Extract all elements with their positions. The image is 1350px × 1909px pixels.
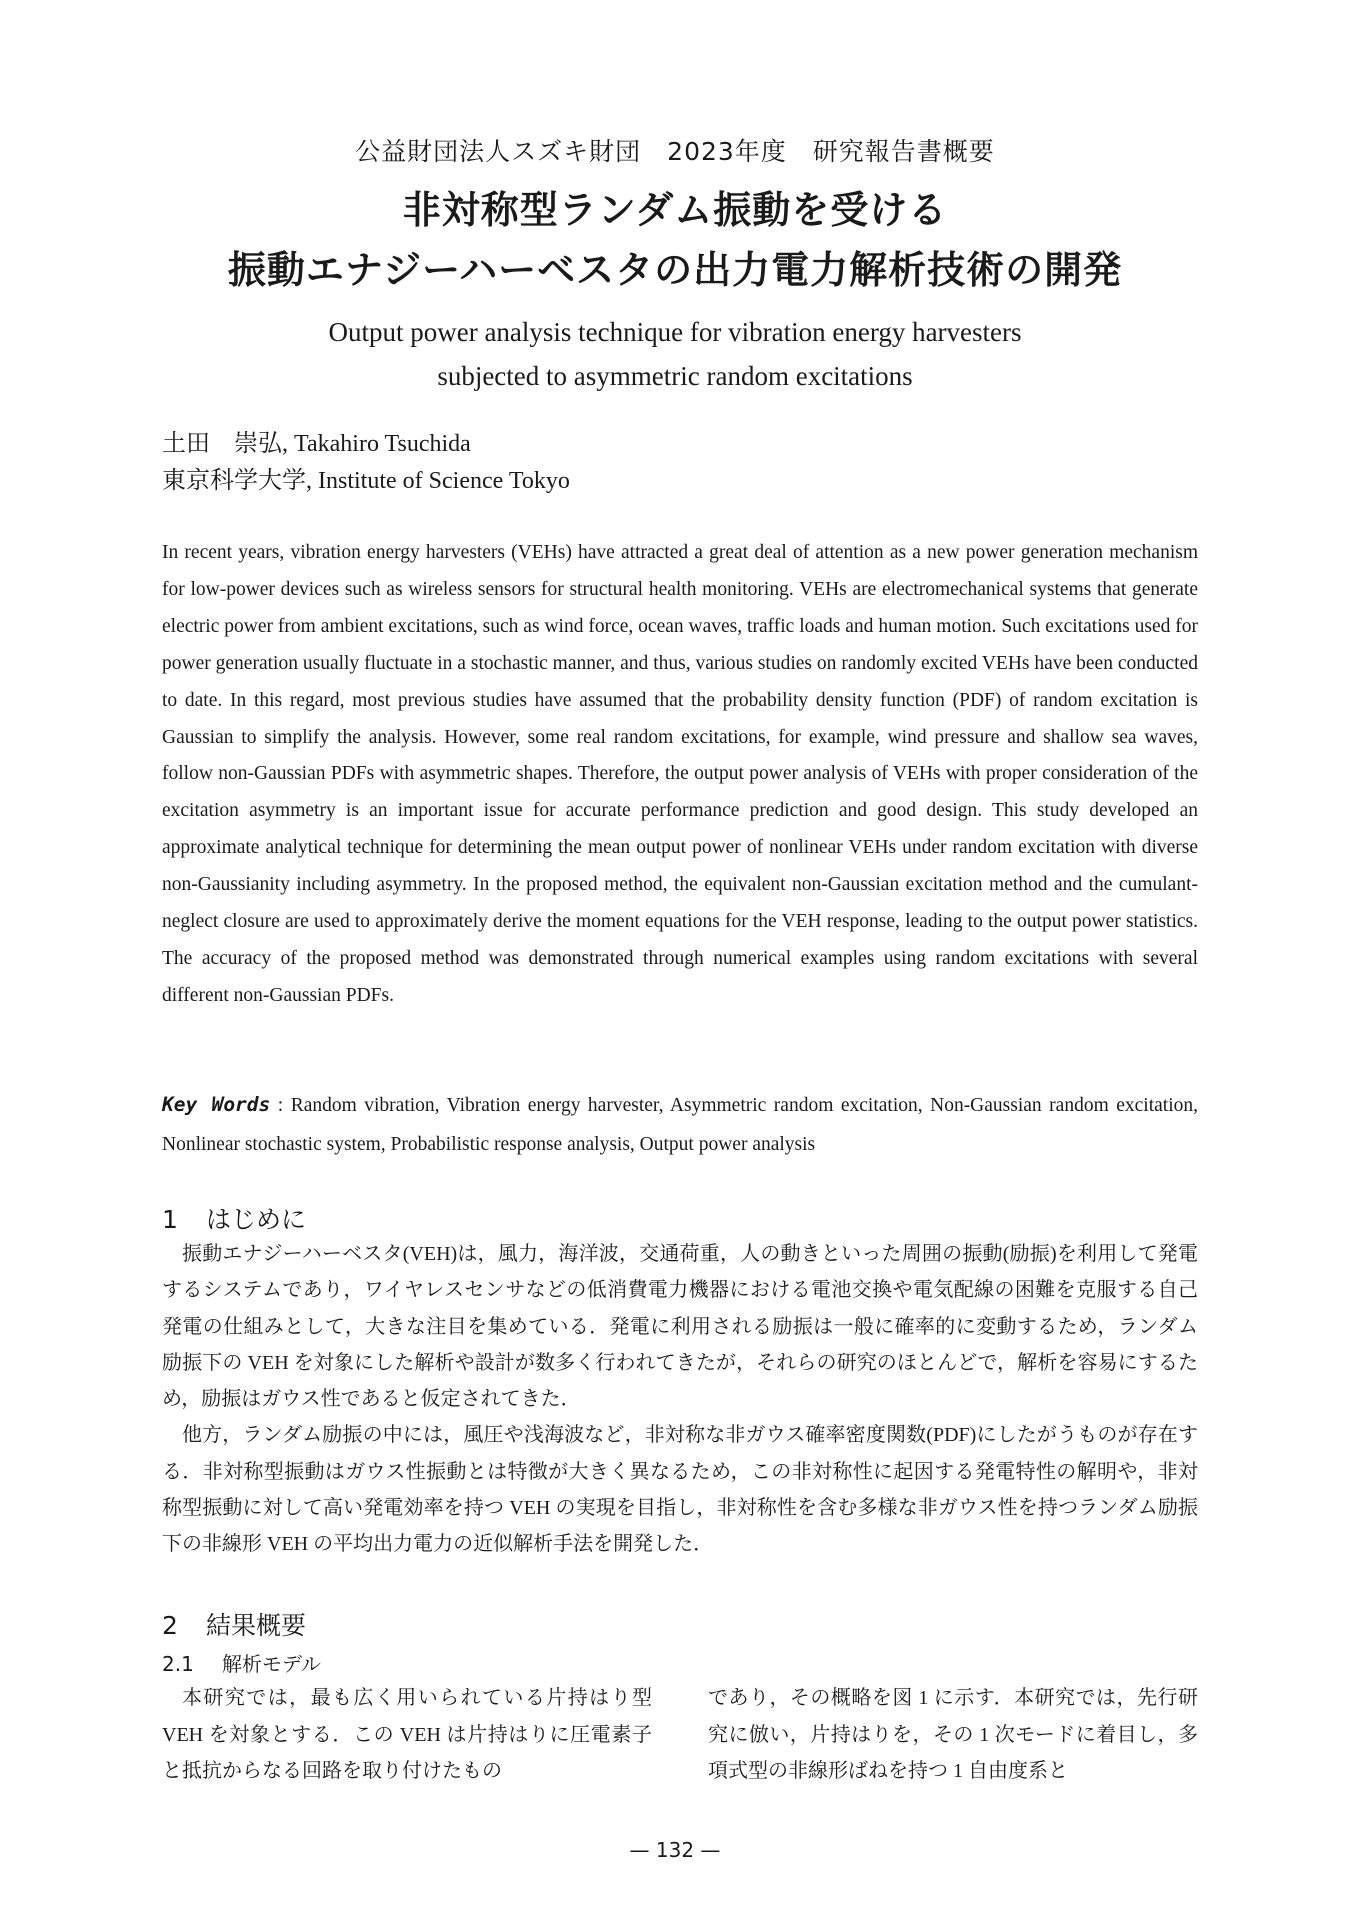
section-1-number: 1 <box>162 1205 178 1234</box>
section-2-heading <box>162 1606 306 1642</box>
title-english <box>0 310 1350 398</box>
title-ja-line-1: 非対称型ランダム振動を受ける <box>402 188 948 232</box>
abstract: In recent years, vibration energy harvesters (VEHs) have attracted a great deal of attention as a new power generation mechanism for low-power devices such as wireless sensors for structural health monitoring. VEHs are electromechanical systems that generate electric power from ambient excitations, such as wind force, ocean waves, traffic loads and human motion. Such excitations used for power generation usually fluctuate in a stochastic manner, and thus, various studies on randomly excited VEHs have been conducted to date. In this regard, most previous studies have assumed that the probability density function (PDF) of random excitation is Gaussian to simplify the analysis. However, some real random excitations, for example, wind pressure and shallow sea waves, follow non-Gaussian PDFs with asymmetric shapes. Therefore, the output power analysis of VEHs with proper consideration of the excitation asymmetry is an important issue for accurate performance prediction and good design. This study developed an approximate analytical technique for determining the mean output power of nonlinear VEHs under random excitation with diverse non-Gaussianity including asymmetry. In the proposed method, the equivalent non-Gaussian excitation method and the cumulant-neglect closure are used to approximately derive the moment equations for the VEH response, leading to the output power statistics. The accuracy of the proposed method was demonstrated through numerical examples using random excitations with several different non-Gaussian PDFs. <box>162 542 1198 1006</box>
section-1-paragraph-1: 振動エナジーハーベスタ(VEH)は，風力，海洋波，交通荷重，人の動きといった周囲の振動(励振)を利用して発電するシステムであり，ワイヤレスセンサなどの低消費電力機器における電池交換や電気配線の困難を克服する自己発電の仕組みとして，大きな注目を集めている．発電に利用される励振は一般に確率的に変動するため，ランダム励振下の VEH を対象にした解析や設計が数多く行われてきたが，それらの研究のほとんどで，解析を容易にするため，励振はガウス性であると仮定されてきた． <box>162 1243 1198 1411</box>
subsection-2-1-title: 解析モデル <box>222 1652 321 1676</box>
column-left-text: 本研究では，最も広く用いられている片持はり型 VEH を対象とする．この VEH は片持はりに圧電素子と抵抗からなる回路を取り付けたもの <box>162 1687 652 1782</box>
column-right-text: であり，その概略を図 1 に示す．本研究では，先行研究に倣い，片持はりを，その 1 次モードに着目し，多項式型の非線形ばねを持つ 1 自由度系と <box>708 1687 1198 1782</box>
author-block <box>162 426 570 500</box>
column-right <box>708 1680 1198 1790</box>
section-2-title: 結果概要 <box>206 1611 307 1640</box>
section-1-body <box>162 1236 1198 1563</box>
section-1-heading <box>162 1200 306 1236</box>
title-en-line-2: subjected to asymmetric random excitations <box>437 361 913 391</box>
column-left <box>162 1680 652 1790</box>
page-number: — 132 — <box>629 1838 721 1862</box>
report-header: 公益財団法人スズキ財団 2023年度 研究報告書概要 <box>355 137 995 166</box>
section-1-paragraph-2: 他方，ランダム励振の中には，風圧や浅海波など，非対称な非ガウス確率密度関数(PDF)にしたがうものが存在する．非対称型振動はガウス性振動とは特徴が大きく異なるため，この非対称性に起因する発電特性の解明や，非対称型振動に対して高い発電効率を持つ VEH の実現を目指し，非対称性を含む多様な非ガウス性を持つランダム励振下の非線形 VEH の平均出力電力の近似解析手法を開発した． <box>162 1424 1198 1556</box>
keywords-label: Key Words <box>162 1093 271 1116</box>
author-affiliation: 東京科学大学, Institute of Science Tokyo <box>162 468 570 494</box>
title-ja-line-2: 振動エナジーハーベスタの出力電力解析技術の開発 <box>227 248 1123 292</box>
keywords-separator: : <box>270 1095 291 1116</box>
title-japanese <box>0 180 1350 300</box>
subsection-2-1-heading <box>162 1648 321 1677</box>
subsection-2-1-number: 2.1 <box>162 1652 194 1676</box>
section-2-number: 2 <box>162 1611 178 1640</box>
keywords-text: Random vibration, Vibration energy harvester, Asymmetric random excitation, Non-Gaussian random excitation, Nonlinear stochastic system, Probabilistic response analysis, Output power analysis <box>162 1095 1198 1155</box>
section-1-title: はじめに <box>206 1205 307 1234</box>
author-name: 土田 崇弘, Takahiro Tsuchida <box>162 431 471 457</box>
keywords <box>162 1085 1198 1164</box>
title-en-line-1: Output power analysis technique for vibration energy harvesters <box>328 317 1022 347</box>
